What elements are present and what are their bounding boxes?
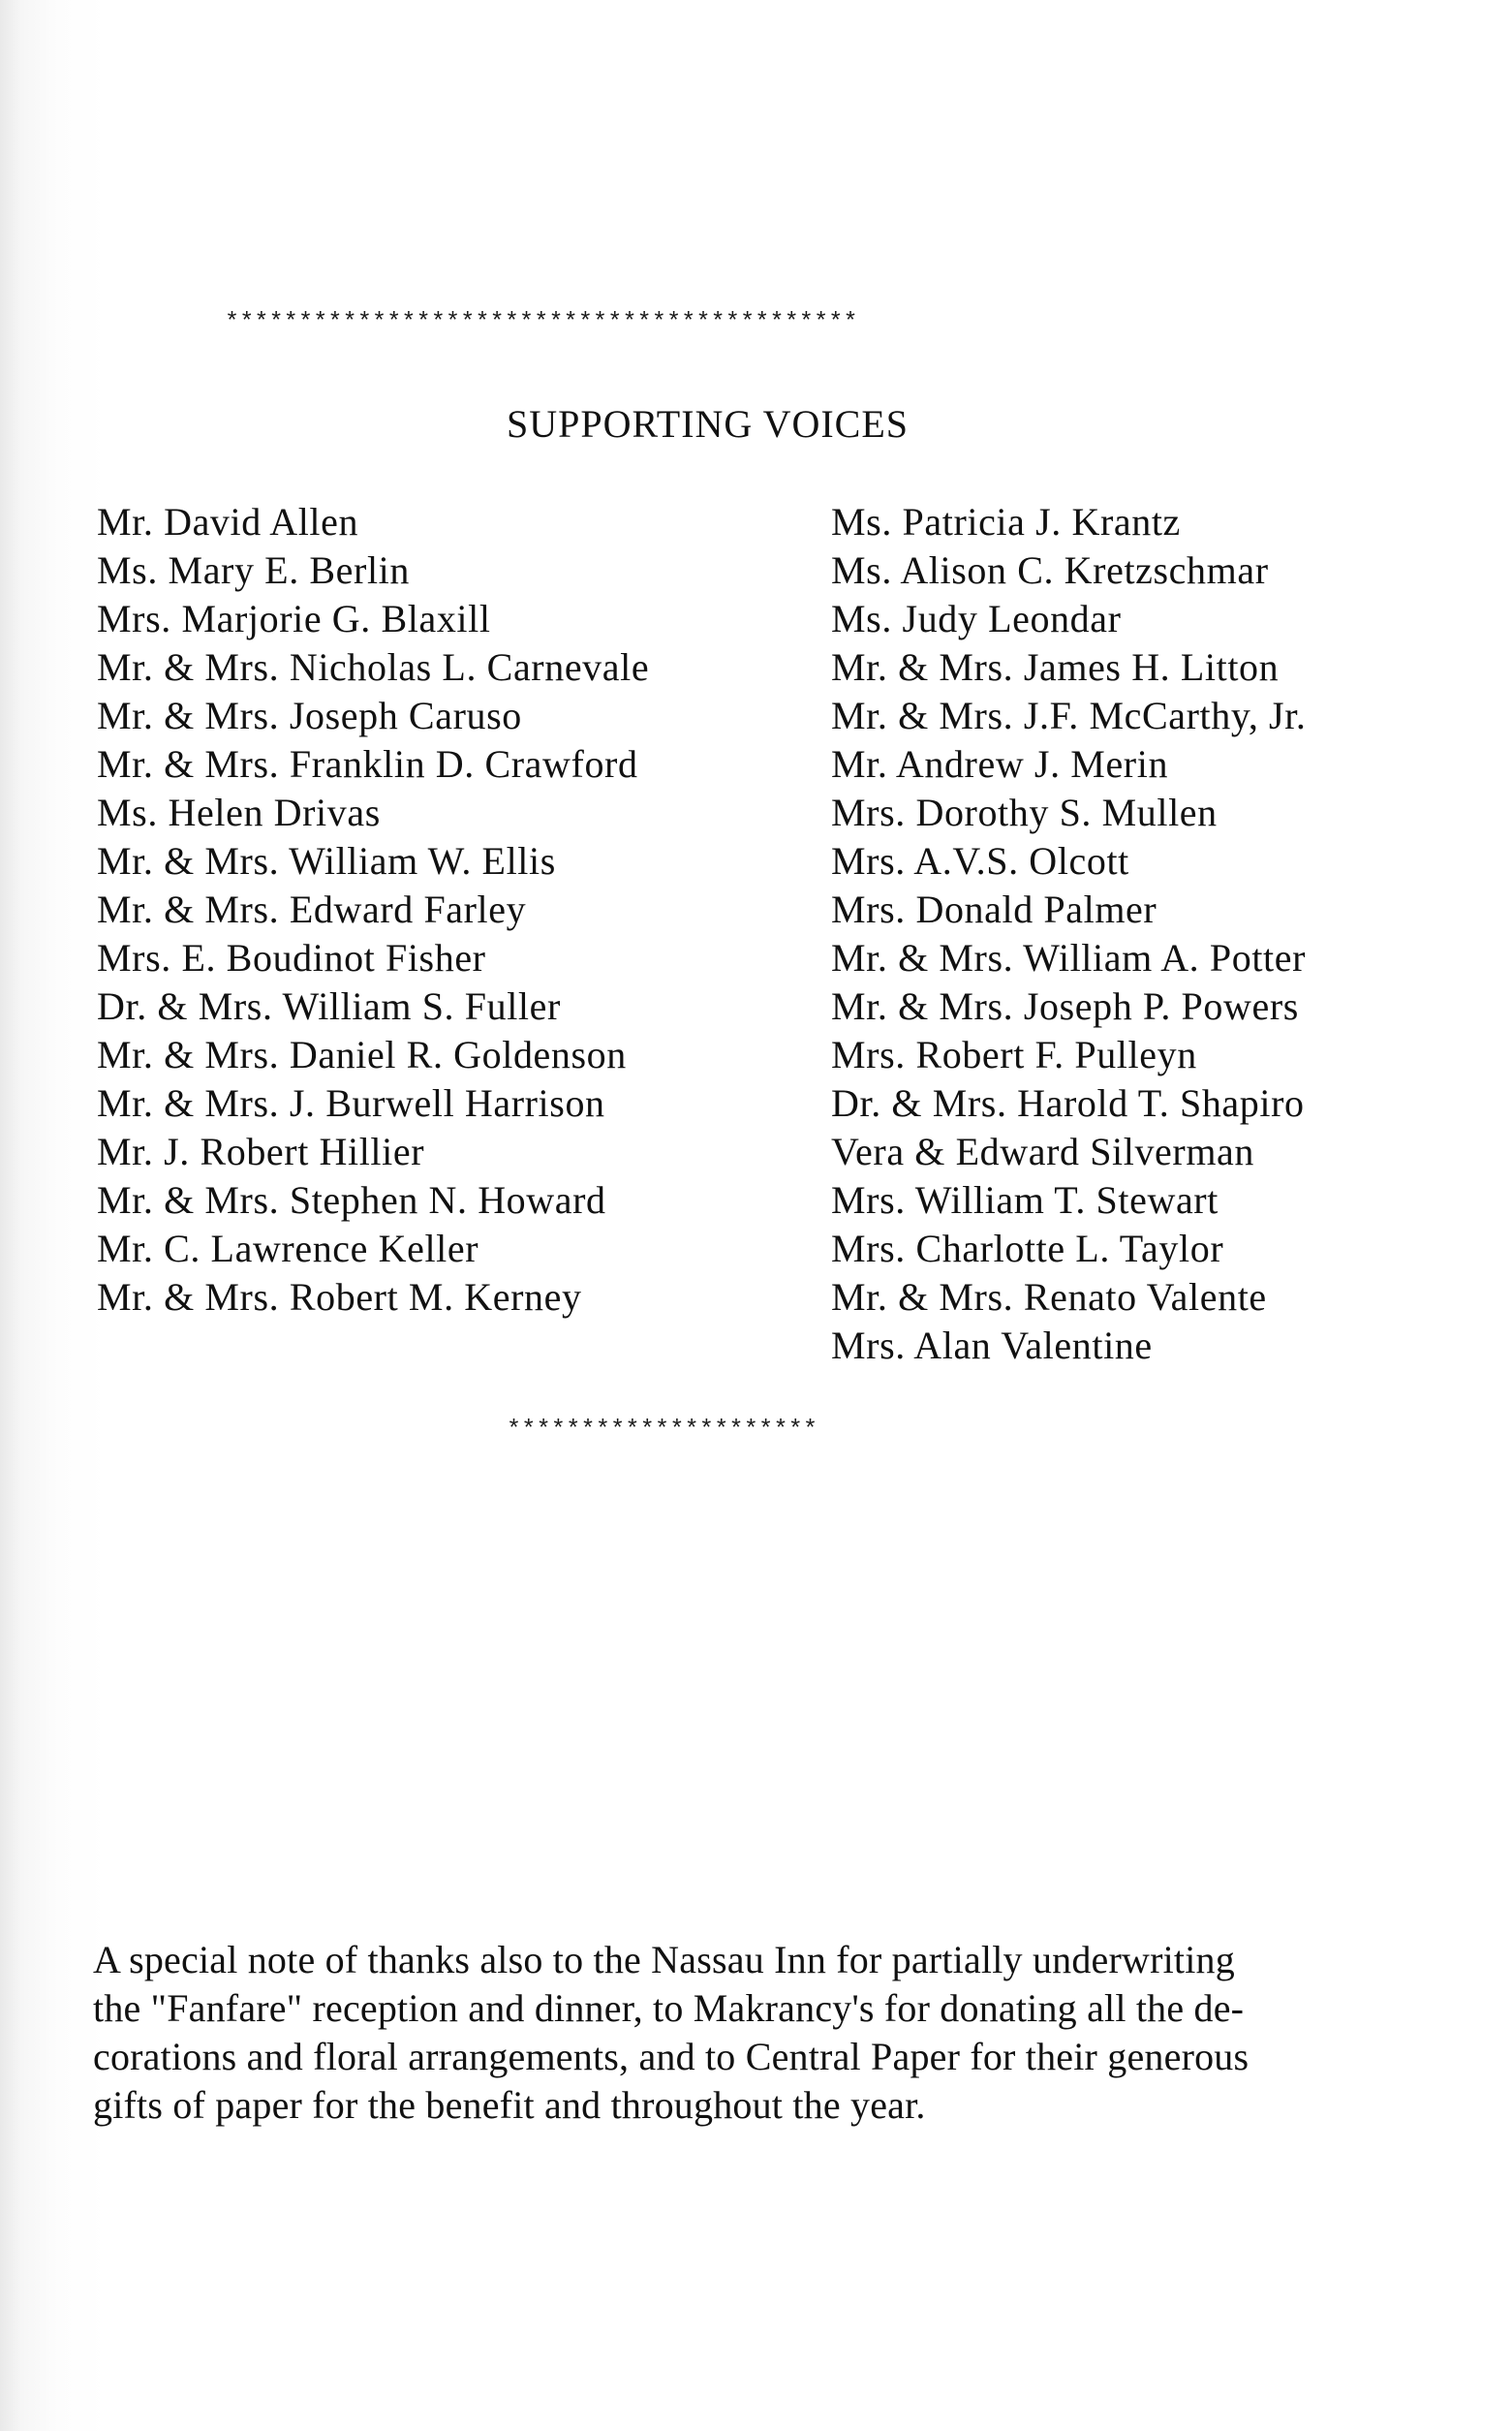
supporters-list-right xyxy=(831,498,1307,1370)
supporter-name: Ms. Mary E. Berlin xyxy=(97,548,410,592)
supporter-name: Dr. & Mrs. Harold T. Shapiro xyxy=(831,1081,1305,1125)
supporter-name: Mr. & Mrs. Daniel R. Goldenson xyxy=(97,1033,627,1076)
supporter-name: Ms. Judy Leondar xyxy=(831,597,1122,640)
supporter-name: Ms. Alison C. Kretzschmar xyxy=(831,548,1269,592)
supporter-name: Mr. & Mrs. J.F. McCarthy, Jr. xyxy=(831,694,1307,737)
supporter-name: Mrs. Donald Palmer xyxy=(831,888,1157,931)
supporter-name: Mrs. E. Boudinot Fisher xyxy=(97,936,486,980)
supporter-name: Mr. Andrew J. Merin xyxy=(831,742,1169,786)
thanks-note-line: gifts of paper for the benefit and throughout the year. xyxy=(93,2083,926,2127)
supporter-name: Mr. & Mrs. Franklin D. Crawford xyxy=(97,742,638,786)
supporter-name: Mr. & Mrs. Edward Farley xyxy=(97,888,527,931)
thanks-note-line: corations and floral arrangements, and to Central Paper for their generous xyxy=(93,2035,1250,2078)
supporter-name: Mr. & Mrs. Stephen N. Howard xyxy=(97,1178,606,1222)
thanks-note xyxy=(93,1936,1488,2130)
thanks-note-line: the "Fanfare" reception and dinner, to Makrancy's for donating all the de- xyxy=(93,1986,1245,2030)
supporter-name: Ms. Patricia J. Krantz xyxy=(831,500,1181,544)
thanks-note-line: A special note of thanks also to the Nassau Inn for partially underwriting xyxy=(93,1938,1235,1981)
supporter-name: Mr. J. Robert Hillier xyxy=(97,1130,425,1173)
supporter-name: Mr. C. Lawrence Keller xyxy=(97,1227,479,1270)
supporter-name: Ms. Helen Drivas xyxy=(97,791,381,834)
supporter-name: Mr. & Mrs. Renato Valente xyxy=(831,1275,1267,1319)
supporter-name: Mrs. A.V.S. Olcott xyxy=(831,839,1129,883)
supporter-name: Mr. & Mrs. Nicholas L. Carnevale xyxy=(97,645,650,689)
middle-asterisk-divider: ********************* xyxy=(507,1416,818,1444)
supporter-name: Mr. & Mrs. J. Burwell Harrison xyxy=(97,1081,605,1125)
supporter-name: Mr. & Mrs. Joseph Caruso xyxy=(97,694,522,737)
supporter-name: Mr. & Mrs. William A. Potter xyxy=(831,936,1307,980)
supporters-list-left xyxy=(97,498,649,1322)
supporter-name: Mrs. Marjorie G. Blaxill xyxy=(97,597,491,640)
supporter-name: Mr. & Mrs. William W. Ellis xyxy=(97,839,556,883)
supporter-name: Mr. & Mrs. James H. Litton xyxy=(831,645,1280,689)
supporter-name: Mrs. Robert F. Pulleyn xyxy=(831,1033,1197,1076)
section-heading: SUPPORTING VOICES xyxy=(506,402,910,446)
supporter-name: Mr. & Mrs. Joseph P. Powers xyxy=(831,984,1299,1028)
supporter-name: Mrs. Dorothy S. Mullen xyxy=(831,791,1218,834)
top-asterisk-divider: ******************************************* xyxy=(225,308,858,336)
supporter-name: Mrs. William T. Stewart xyxy=(831,1178,1219,1222)
supporter-name: Mrs. Alan Valentine xyxy=(831,1324,1153,1367)
supporter-name: Vera & Edward Silverman xyxy=(831,1130,1255,1173)
supporter-name: Mrs. Charlotte L. Taylor xyxy=(831,1227,1224,1270)
supporter-name: Mr. & Mrs. Robert M. Kerney xyxy=(97,1275,582,1319)
supporter-name: Mr. David Allen xyxy=(97,500,359,544)
supporter-name: Dr. & Mrs. William S. Fuller xyxy=(97,984,561,1028)
